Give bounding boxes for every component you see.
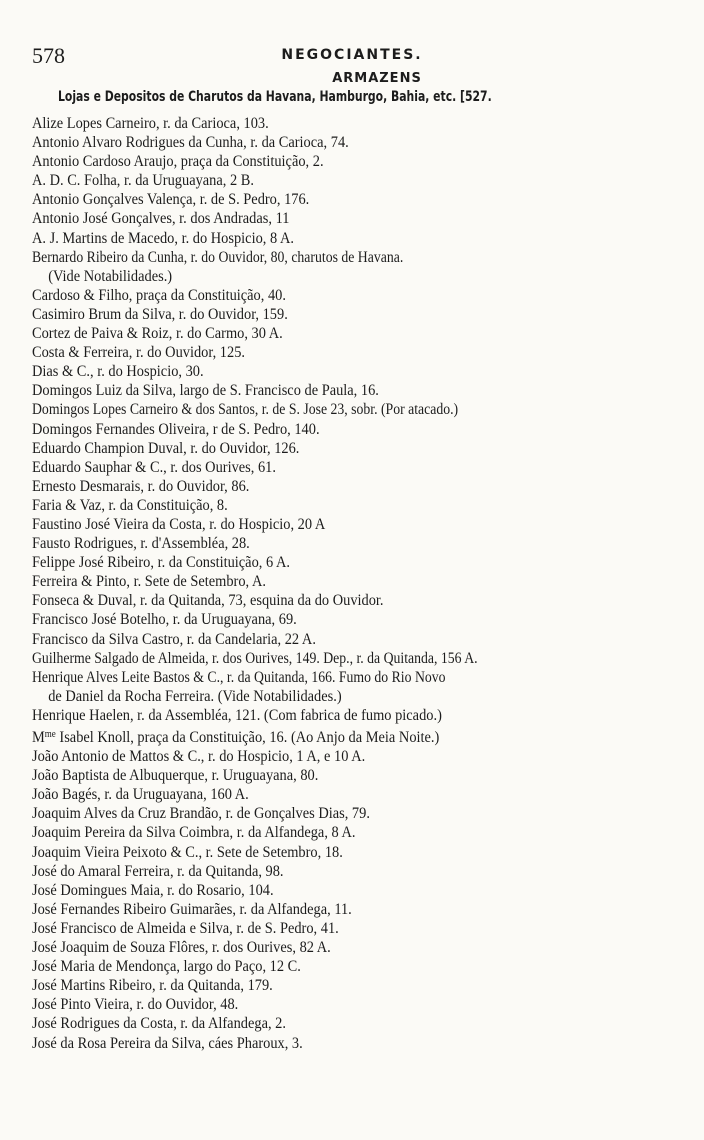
- directory-entry: Ferreira & Pinto, r. Sete de Setembro, A.: [32, 573, 266, 591]
- directory-entry: Alize Lopes Carneiro, r. da Carioca, 103.: [32, 115, 269, 132]
- entry-text: Isabel Knoll, praça da Constituição, 16. (Ao Anjo da Meia Noite.): [59, 729, 440, 746]
- directory-entry: João Antonio de Mattos & C., r. do Hospicio, 1 A, e 10 A.: [32, 748, 366, 766]
- directory-entry: Dias & C., r. do Hospicio, 30.: [32, 363, 204, 381]
- directory-entry: José Francisco de Almeida e Silva, r. de S. Pedro, 41.: [32, 919, 339, 937]
- directory-entry: Henrique Alves Leite Bastos & C., r. da Quitanda, 166. Fumo do Rio Novo: [32, 668, 446, 686]
- section-subtitle: Lojas e Depositos de Charutos da Havana, Hamburgo, Bahia, etc. [527.: [58, 89, 492, 105]
- directory-entry: Cortez de Paiva & Roiz, r. do Carmo, 30 A.: [32, 325, 283, 343]
- directory-list: [32, 114, 672, 1053]
- directory-entry: A. D. C. Folha, r. da Uruguayana, 2 B.: [32, 172, 254, 190]
- directory-entry: Fonseca & Duval, r. da Quitanda, 73, esquina da do Ouvidor.: [32, 592, 384, 610]
- directory-entry: Domingos Lopes Carneiro & dos Santos, r. de S. Jose 23, sobr. (Por atacado.): [32, 401, 459, 419]
- directory-entry: Antonio Alvaro Rodrigues da Cunha, r. da Carioca, 74.: [32, 134, 349, 152]
- directory-entry: Fausto Rodrigues, r. d'Assembléa, 28.: [32, 535, 250, 553]
- directory-entry: Francisco da Silva Castro, r. da Candelaria, 22 A.: [32, 630, 316, 648]
- directory-entry: José da Rosa Pereira da Silva, cáes Pharoux, 3.: [32, 1034, 303, 1052]
- running-title: NEGOCIANTES.: [281, 47, 423, 63]
- directory-entry: Costa & Ferreira, r. do Ouvidor, 125.: [32, 344, 245, 362]
- directory-entry: José do Amaral Ferreira, r. da Quitanda, 98.: [32, 862, 284, 880]
- directory-entry: Domingos Fernandes Oliveira, r de S. Pedro, 140.: [32, 420, 320, 438]
- directory-entry: Joaquim Alves da Cruz Brandão, r. de Gonçalves Dias, 79.: [32, 805, 370, 823]
- directory-entry: Domingos Luiz da Silva, largo de S. Francisco de Paula, 16.: [32, 382, 379, 400]
- directory-entry: Casimiro Brum da Silva, r. do Ouvidor, 159.: [32, 305, 288, 323]
- section-title: ARMAZENS: [332, 71, 422, 86]
- directory-entry-continuation: de Daniel da Rocha Ferreira. (Vide Notabilidades.): [48, 687, 342, 705]
- directory-entry: Guilherme Salgado de Almeida, r. dos Ourives, 149. Dep., r. da Quitanda, 156 A.: [32, 649, 478, 667]
- directory-entry: Cardoso & Filho, praça da Constituição, 40.: [32, 286, 286, 304]
- directory-entry: José Maria de Mendonça, largo do Paço, 12 C.: [32, 958, 301, 976]
- directory-entry: Antonio Gonçalves Valença, r. de S. Pedro, 176.: [32, 191, 310, 209]
- directory-entry: Joaquim Pereira da Silva Coimbra, r. da Alfandega, 8 A.: [32, 824, 356, 842]
- directory-entry: Eduardo Champion Duval, r. do Ouvidor, 126.: [32, 439, 300, 457]
- directory-entry-continuation: (Vide Notabilidades.): [48, 267, 173, 285]
- directory-entry: Francisco José Botelho, r. da Uruguayana, 69.: [32, 611, 297, 629]
- directory-entry: Bernardo Ribeiro da Cunha, r. do Ouvidor, 80, charutos de Havana.: [32, 248, 404, 266]
- directory-entry: Joaquim Vieira Peixoto & C., r. Sete de Setembro, 18.: [32, 843, 343, 861]
- directory-entry: Felippe José Ribeiro, r. da Constituição, 6 A.: [32, 554, 290, 572]
- directory-entry: João Baptista de Albuquerque, r. Uruguayana, 80.: [32, 767, 319, 785]
- directory-entry: Ernesto Desmarais, r. do Ouvidor, 86.: [32, 477, 250, 495]
- page-header: [22, 44, 682, 68]
- directory-entry: Antonio José Gonçalves, r. dos Andradas, 11: [32, 210, 290, 228]
- page-number: 578: [32, 43, 65, 68]
- directory-entry: Henrique Haelen, r. da Assembléa, 121. (Com fabrica de fumo picado.): [32, 706, 442, 724]
- directory-entry: José Pinto Vieira, r. do Ouvidor, 48.: [32, 996, 239, 1014]
- directory-entry: Eduardo Sauphar & C., r. dos Ourives, 61.: [32, 458, 276, 476]
- directory-entry: A. J. Martins de Macedo, r. do Hospicio, 8 A.: [32, 229, 294, 247]
- directory-entry: Faria & Vaz, r. da Constituição, 8.: [32, 496, 228, 514]
- directory-entry: José Fernandes Ribeiro Guimarães, r. da Alfandega, 11.: [32, 900, 352, 918]
- directory-entry: [32, 725, 608, 747]
- directory-entry: José Martins Ribeiro, r. da Quitanda, 179.: [32, 977, 273, 995]
- directory-entry: João Bagés, r. da Uruguayana, 160 A.: [32, 786, 249, 804]
- directory-entry: José Rodrigues da Costa, r. da Alfandega, 2.: [32, 1015, 286, 1033]
- honorific-prefix: $M^{me}$: [32, 729, 56, 746]
- directory-entry: José Joaquim de Souza Flôres, r. dos Ourives, 82 A.: [32, 939, 331, 957]
- directory-entry: Faustino José Vieira da Costa, r. do Hospicio, 20 A: [32, 515, 326, 533]
- directory-entry: Antonio Cardoso Araujo, praça da Constituição, 2.: [32, 153, 324, 171]
- directory-entry: José Domingues Maia, r. do Rosario, 104.: [32, 881, 274, 899]
